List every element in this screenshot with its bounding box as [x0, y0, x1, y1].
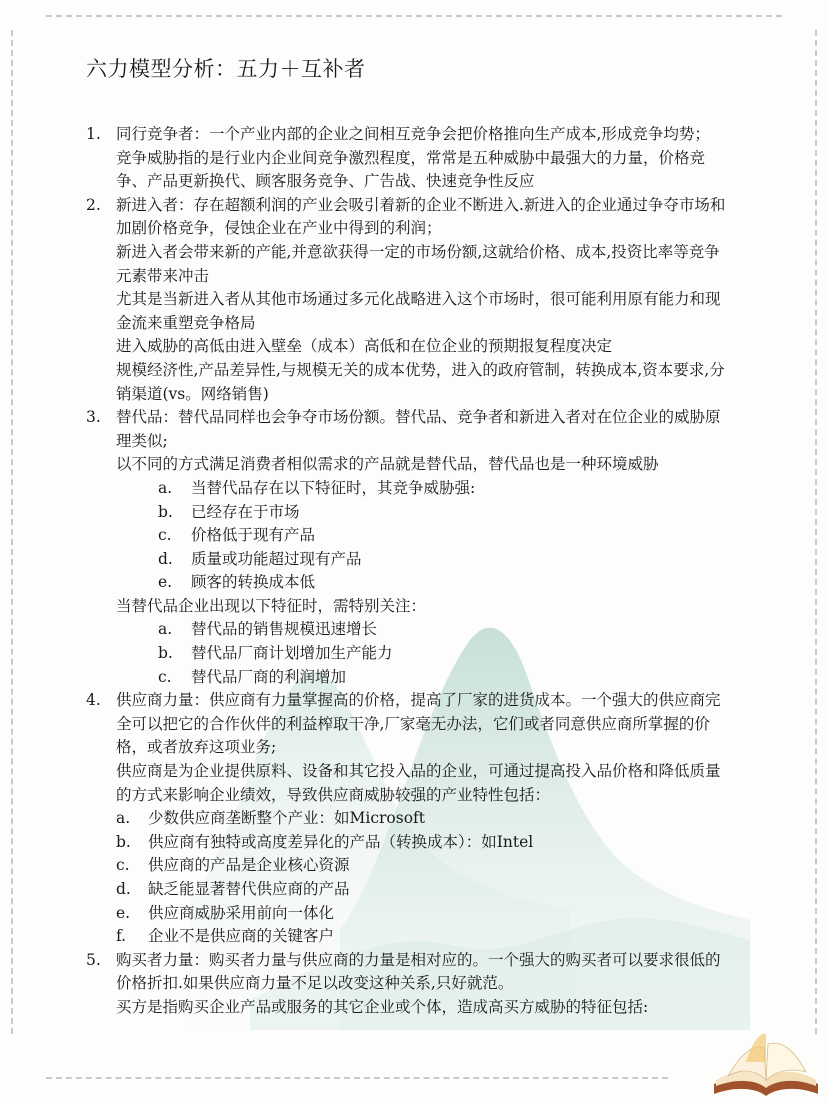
border-left [11, 30, 13, 1034]
page-title: 六力模型分析：五力＋互补者 [86, 57, 366, 81]
sub-list-item [158, 501, 726, 525]
paragraph: 新进入者会带来新的产能,并意欲获得一定的市场份额,这就给价格、成本,投资比率等竞争元素带来冲击 [116, 242, 720, 285]
sub-list-item [116, 878, 726, 902]
sub-item-text: 替代品厂商计划增加生产能力 [191, 644, 393, 663]
sub-item-text: 供应商有独特或高度差异化的产品（转换成本）：如Intel [148, 832, 534, 851]
list-item-suppliers [86, 689, 726, 949]
item-number: 2. [86, 195, 101, 214]
border-top [46, 15, 782, 17]
paragraph: 买方是指购买企业产品或服务的其它企业或个体，造成高买方威胁的特征包括: [116, 997, 649, 1016]
sub-list-item [116, 854, 726, 878]
sub-list-item [158, 642, 726, 666]
paragraph: 供应商力量：供应商有力量掌握高的价格，提高了厂家的进货成本。一个强大的供应商完全可以把它的合作伙伴的利益榨取干净,厂家毫无办法，它们或者同意供应商所掌握的价格，或者放弃这项业务; [116, 691, 721, 757]
sub-item-letter: b. [158, 502, 173, 521]
sub-item-text: 质量或功能超过现有产品 [191, 549, 362, 568]
force-list [86, 123, 726, 1020]
paragraph: 替代品：替代品同样也会争夺市场份额。替代品、竞争者和新进入者对在位企业的威胁原理类似; [116, 408, 721, 450]
sub-item-letter: c. [116, 856, 130, 875]
paragraph: 新进入者：存在超额利润的产业会吸引着新的企业不断进入.新进入的企业通过争夺市场和加剧价格竞争，侵蚀企业在产业中得到的利润； [116, 195, 726, 238]
list-item-substitutes [86, 406, 726, 689]
list-item-buyers [86, 949, 726, 1020]
sub-item-text: 企业不是供应商的关键客户 [148, 927, 335, 946]
sub-item-letter: c. [158, 526, 172, 545]
substitute-traits-list [116, 477, 726, 595]
sub-item-letter: a. [116, 809, 131, 828]
sub-item-letter: a. [158, 478, 173, 497]
document-body [86, 53, 726, 1020]
paragraph: 进入威胁的高低由进入壁垒（成本）高低和在位企业的预期报复程度决定 [116, 337, 613, 356]
sub-list-item [158, 571, 726, 595]
sub-item-letter: f. [116, 927, 127, 946]
sub-list-item [116, 925, 726, 949]
substitute-watch-list [116, 618, 726, 689]
sub-item-letter: a. [158, 620, 173, 639]
paragraph: 当替代品企业出现以下特征时，需特别关注： [116, 596, 427, 615]
sub-item-letter: b. [116, 832, 131, 851]
paragraph: 以不同的方式满足消费者相似需求的产品就是替代品，替代品也是一种环境威胁 [116, 455, 659, 474]
sub-item-text: 当替代品存在以下特征时，其竞争威胁强: [191, 478, 476, 497]
border-bottom [46, 1077, 668, 1079]
sub-item-text: 供应商的产品是企业核心资源 [148, 856, 350, 875]
sub-list-item [158, 666, 726, 690]
list-item-new-entrants [86, 194, 726, 406]
sub-item-letter: d. [158, 549, 173, 568]
item-number: 3. [86, 408, 101, 427]
paragraph: 供应商是为企业提供原料、设备和其它投入品的企业，可通过提高投入品价格和降低质量的方式来影响企业绩效，导致供应商威胁较强的产业特性包括： [116, 762, 721, 804]
sub-item-text: 替代品厂商的利润增加 [191, 667, 347, 686]
sub-list-item [116, 807, 726, 831]
book-icon [706, 1022, 824, 1102]
sub-item-letter: e. [158, 573, 173, 592]
sub-item-text: 价格低于现有产品 [191, 526, 316, 545]
sub-list-item [158, 477, 726, 501]
sub-item-letter: b. [158, 644, 173, 663]
paragraph: 竞争威胁指的是行业内企业间竞争激烈程度，常常是五种威胁中最强大的力量，价格竞争、产品更新换代、顾客服务竞争、广告战、快速竞争性反应 [116, 148, 706, 191]
sub-item-text: 少数供应商垄断整个产业：如Microsoft [148, 809, 426, 828]
sub-item-text: 替代品的销售规模迅速增长 [191, 620, 378, 639]
sub-list-item [158, 618, 726, 642]
paragraph: 同行竞争者：一个产业内部的企业之间相互竞争会把价格推向生产成本,形成竞争均势； [116, 125, 710, 143]
sub-list-item [158, 548, 726, 572]
item-number: 1. [86, 125, 101, 143]
sub-item-letter: d. [116, 880, 131, 898]
item-number: 5. [86, 950, 101, 969]
supplier-traits-list [116, 807, 726, 949]
sub-item-letter: c. [158, 667, 172, 686]
sub-item-text: 已经存在于市场 [191, 502, 300, 521]
paragraph: 购买者力量：购买者力量与供应商的力量是相对应的。一个强大的购买者可以要求很低的价格折扣.如果供应商力量不足以改变这种关系,只好就范。 [116, 950, 721, 993]
list-item-competitors [86, 123, 726, 194]
sub-list-item [158, 524, 726, 548]
sub-item-text: 缺乏能显著替代供应商的产品 [148, 880, 350, 898]
sub-list-item [116, 902, 726, 926]
border-right [815, 30, 817, 1034]
paragraph: 尤其是当新进入者从其他市场通过多元化战略进入这个市场时，很可能利用原有能力和现金流来重塑竞争格局 [116, 290, 721, 332]
item-number: 4. [86, 691, 101, 710]
sub-item-text: 顾客的转换成本低 [191, 573, 316, 592]
sub-item-text: 供应商威胁采用前向一体化 [148, 903, 335, 922]
sub-item-letter: e. [116, 903, 131, 922]
paragraph: 规模经济性,产品差异性,与规模无关的成本优势，进入的政府管制，转换成本,资本要求,分销渠道(vs。网络销售) [116, 360, 725, 403]
sub-list-item [116, 831, 726, 855]
